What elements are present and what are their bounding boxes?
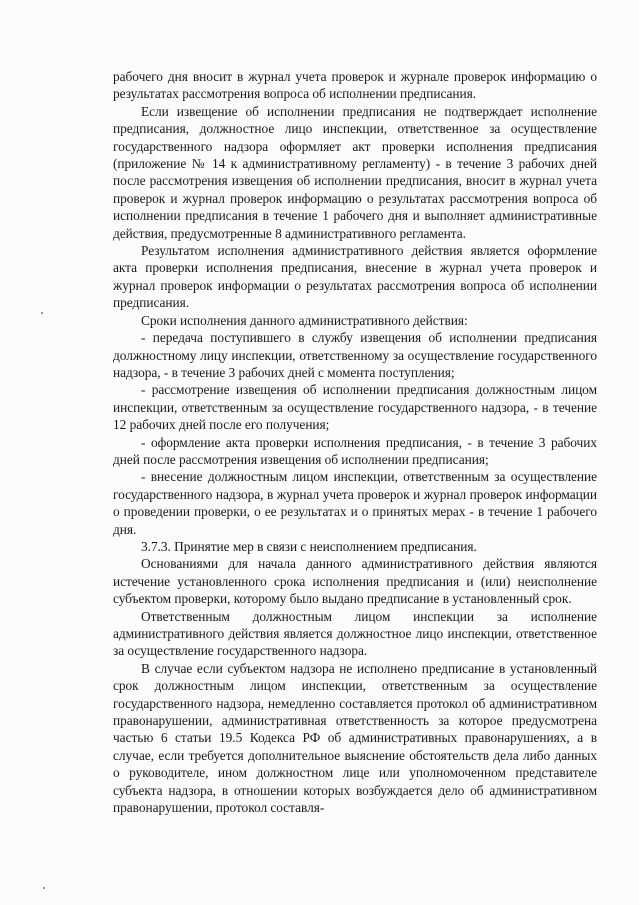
section-heading-3-7-3: 3.7.3. Принятие мер в связи с неисполнением предписания. [141, 538, 477, 554]
list-item-transfer: - передача поступившего в службу извещения об исполнении предписания должностному лицу инспекции, ответственному за осуществление государственного надзора, - в течение 3 рабочих дней с момента поступления; [113, 330, 597, 380]
scan-speck [41, 312, 43, 314]
paragraph-deadlines-heading: Сроки исполнения данного административного действия: [141, 312, 468, 328]
list-item-act: - оформление акта проверки исполнения предписания, - в течение 3 рабочих дней после рассмотрения извещения об исполнении предписания; [113, 434, 597, 467]
paragraph-responsible: Ответственным должностным лицом инспекции за исполнение административного действия является должностное лицо инспекции, ответственное за осуществление государственного надзора. [113, 608, 597, 659]
scan-speck [43, 887, 45, 889]
paragraph-grounds: Основаниями для начала данного административного действия являются истечение установленного срока исполнения предписания и (или) неисполнение субъектом проверки, которому было выдано предписание в установленный срок. [113, 556, 597, 607]
paragraph-notice-not-confirmed: Если извещение об исполнении предписания не подтверждает исполнение предписания, должностное лицо инспекции, ответственное за осуществление государственного надзора оформляет акт проверки исполнения предписания (приложение № 14 к административному регламенту) - в течение 3 рабочих дней после рассмотрения извещения об исполнении предписания, вносит в журнал учета проверок и журнал проверок информацию о результатах рассмотрения вопроса об исполнении предписания в течение 1 рабочего дня и выполняет административные действия, предусмотренные 8 административного регламента. [113, 103, 597, 241]
document-body [113, 68, 597, 816]
paragraph-continuation: рабочего дня вносит в журнал учета проверок и журнале проверок информацию о результатах рассмотрения вопроса об исполнении предписания. [113, 69, 597, 102]
paragraph-protocol: В случае если субъектом надзора не исполнено предписание в установленный срок должностным лицом инспекции, ответственным за осуществление государственного надзора, немедленно составляется протокол об административном правонарушении, административная ответственность за которое предусмотрена частью 6 статьи 19.5 Кодекса РФ об административных правонарушениях, а в случае, если требуется дополнительное выяснение обстоятельств дела либо данных о руководителе, ином должностном лице или уполномоченном представителе субъекта надзора, в отношении которых возбуждается дело об административном правонарушении, протокол составля- [113, 660, 597, 816]
list-item-journal: - внесение должностным лицом инспекции, ответственным за осуществление государственного надзора, в журнал учета проверок и журнал проверок информации о проведении проверки, о ее результатах и о принятых мерах - в течение 1 рабочего дня. [113, 469, 597, 537]
paragraph-result: Результатом исполнения административного действия является оформление акта проверки исполнения предписания, внесение в журнал учета проверок и журнал проверок информации о результатах рассмотрения вопроса об исполнении предписания. [113, 243, 597, 311]
list-item-review: - рассмотрение извещения об исполнении предписания должностным лицом инспекции, ответственным за осуществление государственного надзора, - в течение 12 рабочих дней после его получения; [113, 382, 597, 433]
